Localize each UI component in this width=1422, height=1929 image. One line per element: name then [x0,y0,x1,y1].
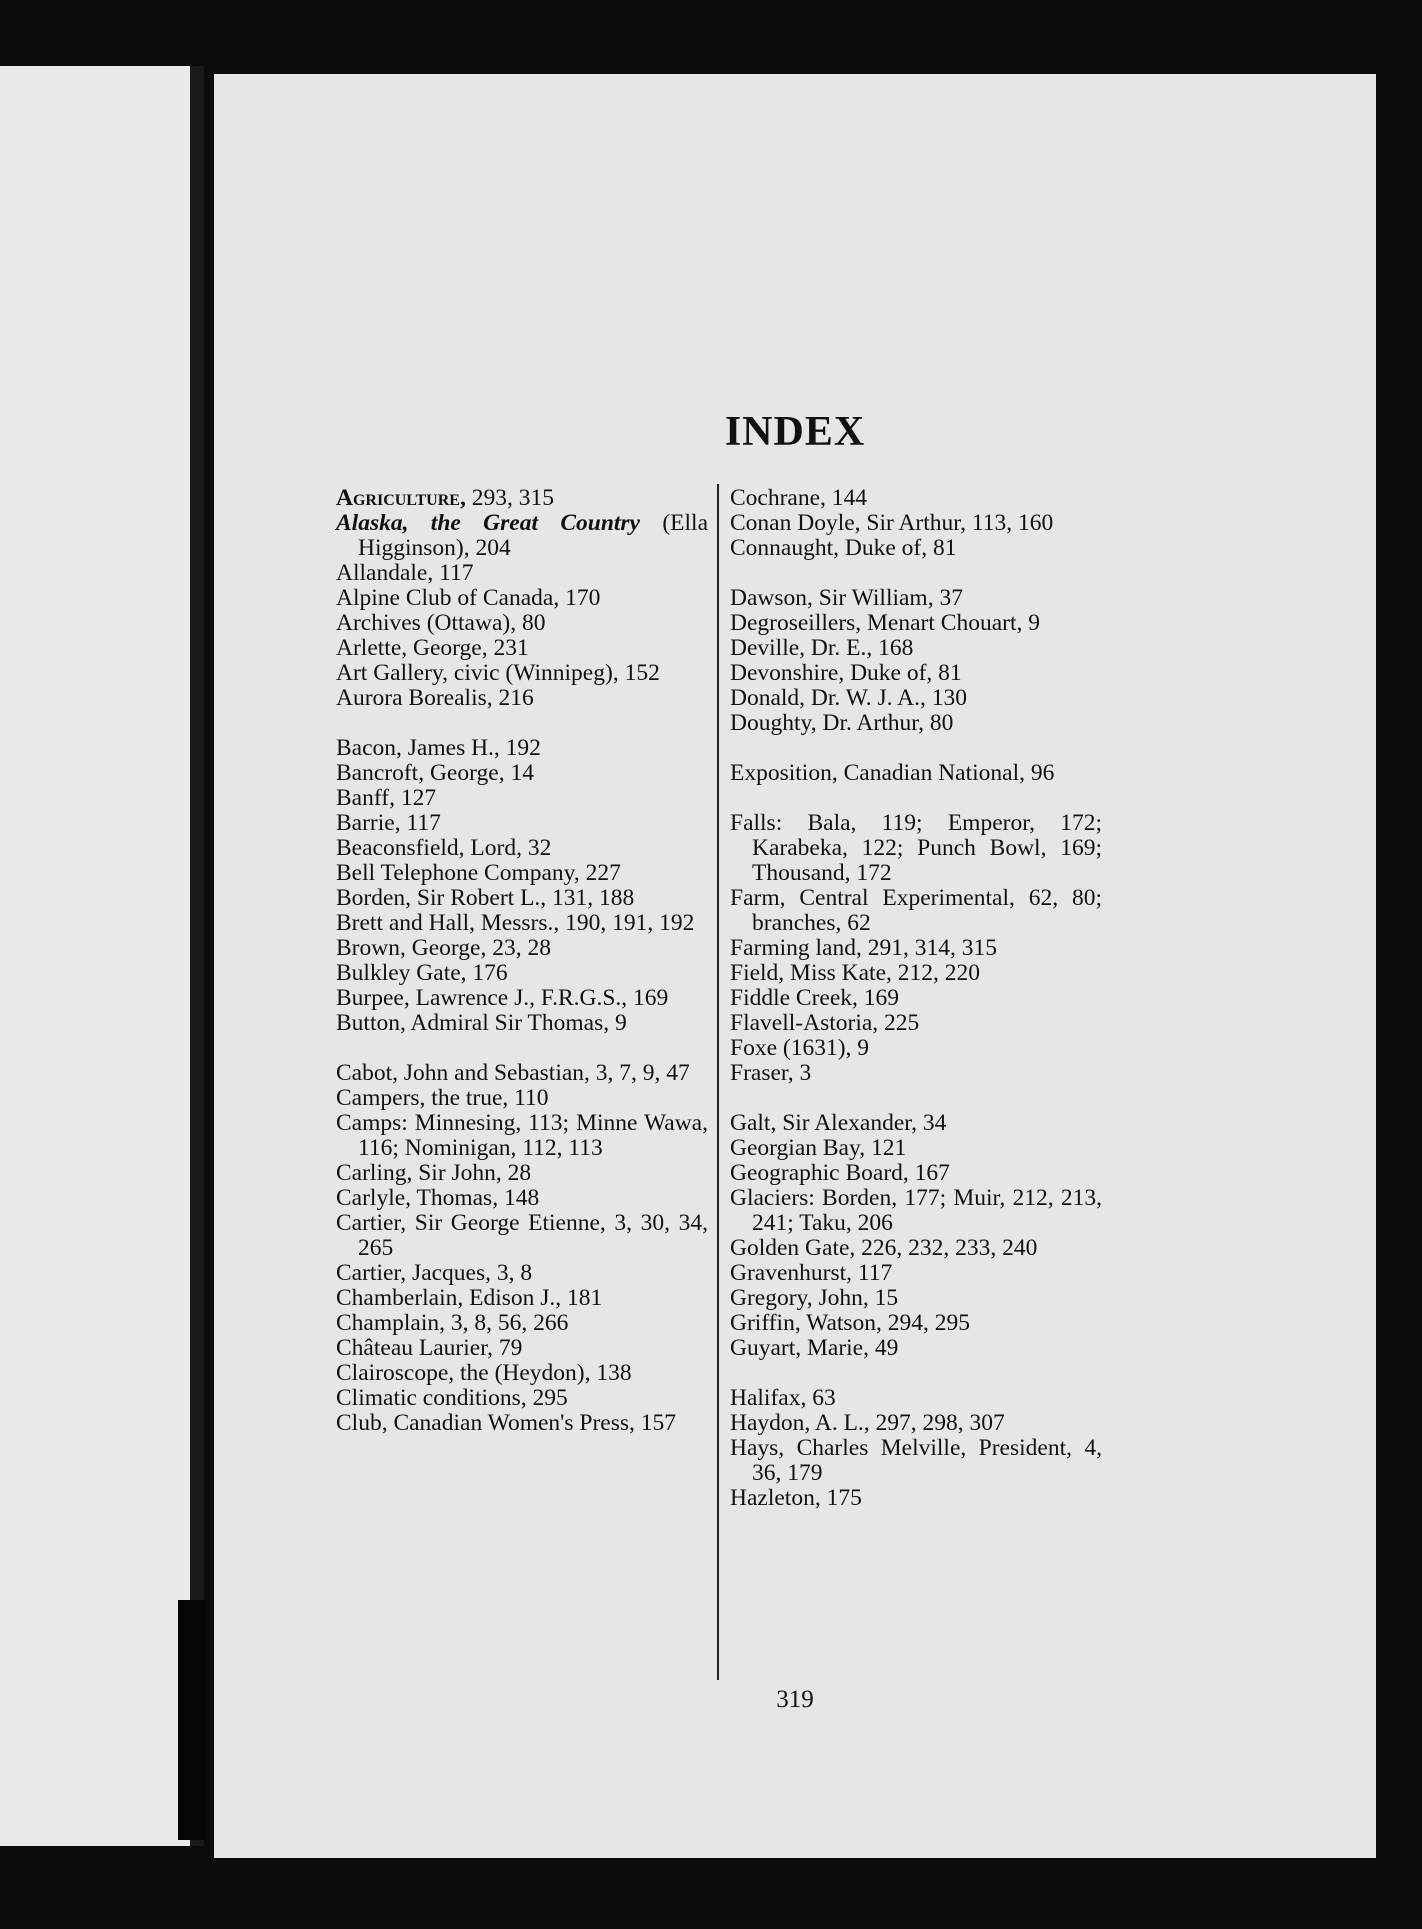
index-entry-text: Field, Miss Kate, 212, 220 [730,960,981,986]
index-entry [336,936,708,961]
index-entry-text: Donald, Dr. W. J. A., 130 [730,685,967,711]
index-entry [336,511,708,561]
index-entry [730,1136,1102,1161]
index-entry-text: Degroseillers, Menart Chouart, 9 [730,610,1040,636]
index-entry-text: Climatic conditions, 295 [336,1385,568,1411]
index-entry-text: Art Gallery, civic (Winnipeg), 152 [336,660,660,686]
index-entry [730,936,1102,961]
index-entry [336,1061,708,1086]
column-divider [717,484,719,1680]
index-entry [336,786,708,811]
index-entry-text: Galt, Sir Alexander, 34 [730,1110,947,1136]
index-entry [336,1211,708,1261]
index-entry-text: Falls: Bala, 119; Emperor, 172; Karabeka, 122; Punch Bowl, 169; Thousand, 172 [730,810,1102,886]
index-entry [730,1111,1102,1136]
index-entry-text: Bacon, James H., 192 [336,735,541,761]
index-entry-text: Bancroft, George, 14 [336,760,534,786]
index-italic-title: Alaska, the Great Country [336,510,640,536]
index-entry [730,686,1102,711]
index-entry-text: Allandale, 117 [336,560,474,586]
index-entry-text: Conan Doyle, Sir Arthur, 113, 160 [730,510,1054,536]
binding-shadow [190,66,204,1846]
book-page [214,74,1376,1858]
index-entry [336,1086,708,1111]
index-entry-text: Doughty, Dr. Arthur, 80 [730,710,954,736]
index-entry-text: Gravenhurst, 117 [730,1260,893,1286]
index-entry [336,736,708,761]
index-entry-text: Griffin, Watson, 294, 295 [730,1310,971,1336]
index-entry [730,586,1102,611]
index-entry [730,1386,1102,1411]
index-entry-text: Golden Gate, 226, 232, 233, 240 [730,1235,1038,1261]
index-entry-text: Hays, Charles Melville, President, 4, 36, 179 [730,1435,1102,1486]
index-entry [730,486,1102,511]
index-entry-text: Connaught, Duke of, 81 [730,535,957,561]
index-entry [336,1186,708,1211]
index-entry [730,1186,1102,1236]
index-entry [336,586,708,611]
index-entry-text: Banff, 127 [336,785,437,811]
index-entry-text: Halifax, 63 [730,1385,836,1411]
index-entry [336,611,708,636]
index-column-right [730,486,1102,1511]
index-entry-text: Borden, Sir Robert L., 131, 188 [336,885,635,911]
index-entry-text: Burpee, Lawrence J., F.R.G.S., 169 [336,985,669,1011]
index-entry [336,561,708,586]
index-heading-term: Agriculture, [336,485,466,511]
facing-page-sliver [0,66,196,1846]
index-entry-text: Flavell-Astoria, 225 [730,1010,920,1036]
index-entry [336,1011,708,1036]
index-entry-text: Beaconsfield, Lord, 32 [336,835,552,861]
index-entry [336,1286,708,1311]
index-entry-text: (Ella Higginson), 204 [358,510,709,561]
index-entry [730,1411,1102,1436]
index-entry [336,1161,708,1186]
index-entry-text: Geographic Board, 167 [730,1160,950,1186]
index-entry-text: Campers, the true, 110 [336,1085,549,1111]
index-entry-text: Cochrane, 144 [730,485,868,511]
index-entry-text: Carling, Sir John, 28 [336,1160,532,1186]
index-entry [336,986,708,1011]
index-entry-text: Hazleton, 175 [730,1485,862,1511]
index-entry-text: Alpine Club of Canada, 170 [336,585,601,611]
index-entry-text: Guyart, Marie, 49 [730,1335,899,1361]
index-entry-text: Aurora Borealis, 216 [336,685,534,711]
index-entry-text: Button, Admiral Sir Thomas, 9 [336,1010,627,1036]
index-entry [730,1161,1102,1186]
index-entry [336,686,708,711]
index-entry-text: Brett and Hall, Messrs., 190, 191, 192 [336,910,695,936]
index-entry [730,1336,1102,1361]
index-entry [730,536,1102,561]
index-entry [336,1111,708,1161]
index-entry-text: Château Laurier, 79 [336,1335,523,1361]
index-entry [730,961,1102,986]
index-entry-text: Archives (Ottawa), 80 [336,610,546,636]
index-entry-text: Foxe (1631), 9 [730,1035,870,1061]
index-entry [730,511,1102,536]
index-entry [730,1261,1102,1286]
index-entry-text: Bulkley Gate, 176 [336,960,508,986]
index-entry-text: Brown, George, 23, 28 [336,935,551,961]
index-entry-text: Farming land, 291, 314, 315 [730,935,997,961]
index-entry [730,611,1102,636]
index-entry [336,861,708,886]
index-entry-text: Dawson, Sir William, 37 [730,585,963,611]
index-entry-text: Cabot, John and Sebastian, 3, 7, 9, 47 [336,1060,690,1086]
index-entry [730,886,1102,936]
index-entry [730,1061,1102,1086]
index-entry-text: Cartier, Jacques, 3, 8 [336,1260,533,1286]
index-entry-text: Cartier, Sir George Etienne, 3, 30, 34, 265 [336,1210,708,1261]
index-entry-text: Georgian Bay, 121 [730,1135,907,1161]
index-entry-text: Gregory, John, 15 [730,1285,899,1311]
index-entry [336,811,708,836]
index-entry-text: Glaciers: Borden, 177; Muir, 212, 213, 241; Taku, 206 [730,1185,1102,1236]
index-entry [336,961,708,986]
index-entry [730,1236,1102,1261]
index-entry [730,811,1102,886]
index-entry-text: 293, 315 [465,485,554,511]
index-entry [336,486,708,511]
index-entry-text: Carlyle, Thomas, 148 [336,1185,540,1211]
index-entry [730,1436,1102,1486]
index-entry-text: Exposition, Canadian National, 96 [730,760,1055,786]
index-entry [336,661,708,686]
index-entry-text: Camps: Minnesing, 113; Minne Wawa, 116; Nominigan, 112, 113 [336,1110,708,1161]
index-entry [336,1411,708,1436]
index-entry-text: Devonshire, Duke of, 81 [730,660,962,686]
index-entry [336,1386,708,1411]
index-entry [730,1486,1102,1511]
index-entry-text: Club, Canadian Women's Press, 157 [336,1410,677,1436]
index-entry-text: Farm, Central Experimental, 62, 80; branches, 62 [730,885,1102,936]
index-entry [730,1036,1102,1061]
index-entry [336,886,708,911]
index-entry-text: Barrie, 117 [336,810,441,836]
index-entry [336,1311,708,1336]
index-entry-text: Fiddle Creek, 169 [730,985,900,1011]
index-entry [336,1261,708,1286]
index-entry-text: Deville, Dr. E., 168 [730,635,914,661]
index-entry [730,636,1102,661]
index-entry [336,911,708,936]
index-entry [730,986,1102,1011]
index-entry [730,1286,1102,1311]
index-entry [336,636,708,661]
index-entry-text: Clairoscope, the (Heydon), 138 [336,1360,632,1386]
index-entry-text: Haydon, A. L., 297, 298, 307 [730,1410,1005,1436]
index-entry [730,711,1102,736]
index-entry-text: Arlette, George, 231 [336,635,529,661]
index-entry [730,1011,1102,1036]
index-entry [336,1336,708,1361]
index-entry-text: Chamberlain, Edison J., 181 [336,1285,603,1311]
index-entry-text: Champlain, 3, 8, 56, 266 [336,1310,569,1336]
index-entry [336,761,708,786]
index-entry [730,761,1102,786]
binding-edge [178,1600,206,1840]
index-entry [336,836,708,861]
page-number: 319 [776,1686,814,1713]
index-entry [730,1311,1102,1336]
index-column-left [336,486,708,1436]
index-entry [730,661,1102,686]
index-entry-text: Fraser, 3 [730,1060,812,1086]
index-entry-text: Bell Telephone Company, 227 [336,860,621,886]
page-title: INDEX [724,409,866,455]
index-entry [336,1361,708,1386]
